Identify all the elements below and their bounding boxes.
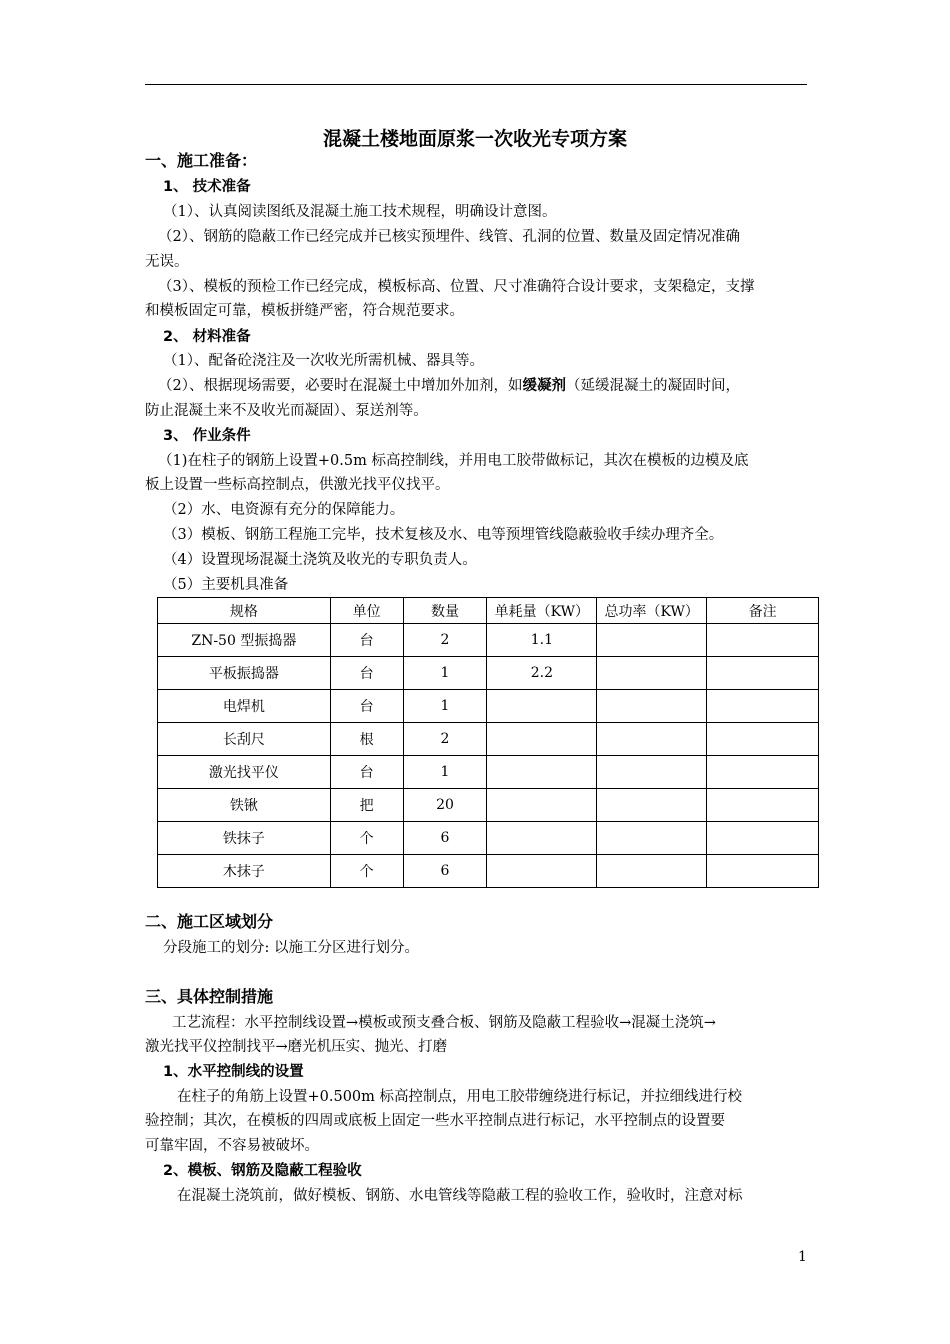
cell-unit: 根 [330,723,403,756]
cell-remarks [707,690,819,723]
work-line-1: （1)在柱子的钢筋上设置+0.5m 标高控制线，并用电工胶带做标记，其次在模板的边模及底 [158,453,749,469]
cell-qty: 2 [403,624,487,657]
cell-spec: ZN-50 型振捣器 [158,624,331,657]
work-line-2: 板上设置一些标高控制点，供激光找平仪找平。 [145,477,450,493]
material-line-2-rest: （延缓混凝土的凝固时间， [565,378,740,394]
cell-unit: 把 [330,789,403,822]
cell-spec: 长刮尺 [158,723,331,756]
cell-unit-power [487,789,597,822]
cell-qty: 1 [403,657,487,690]
work-line-5: （4）设置现场混凝土浇筑及收光的专职负责人。 [163,552,477,568]
level-control-line-2: 验控制；其次，在模板的四周或底板上固定一些水平控制点进行标记，水平控制点的设置要 [145,1113,725,1129]
cell-total-power [597,789,707,822]
page-number: 1 [798,1249,807,1265]
cell-total-power [597,822,707,855]
header-rule [145,84,807,85]
cell-qty: 6 [403,855,487,888]
work-conditions-heading: 3、 作业条件 [163,428,251,444]
cell-spec: 电焊机 [158,690,331,723]
cell-total-power [597,756,707,789]
document-title: 混凝土楼地面原浆一次收光专项方案 [322,128,627,150]
level-control-line-3: 可靠牢固，不容易被破坏。 [145,1138,319,1154]
col-qty-header: 数量 [403,598,487,624]
work-line-3: （2）水、电资源有充分的保障能力。 [163,502,405,518]
cell-unit: 台 [330,657,403,690]
cell-spec: 木抹子 [158,855,331,888]
cell-spec: 激光找平仪 [158,756,331,789]
cell-remarks [707,756,819,789]
col-unit-power-header: 单耗量（KW） [487,598,597,624]
equipment-table [157,597,819,888]
section-2-text: 分段施工的划分: 以施工分区进行划分。 [163,940,419,956]
table-row [158,822,819,855]
col-spec-header: 规格 [158,598,331,624]
section-2-heading: 二、施工区域划分 [145,912,274,931]
cell-qty: 2 [403,723,487,756]
tech-line-1: （1）、认真阅读图纸及混凝土施工技术规程，明确设计意图。 [163,204,557,220]
cell-unit: 台 [330,690,403,723]
cell-spec: 铁锹 [158,789,331,822]
work-line-6: （5）主要机具准备 [163,577,289,593]
cell-remarks [707,657,819,690]
material-prep-heading: 2、 材料准备 [163,329,251,345]
cell-remarks [707,624,819,657]
cell-qty: 1 [403,756,487,789]
section-1-heading: 一、施工准备： [145,151,258,170]
retarder-term: 缓凝剂 [522,377,566,394]
table-row [158,657,819,690]
cell-total-power [597,657,707,690]
cell-total-power [597,723,707,756]
col-unit-header: 单位 [330,598,403,624]
tech-line-3: 无误。 [145,254,189,270]
tech-prep-heading: 1、 技术准备 [163,179,251,195]
material-line-2-text: （2）、根据现场需要，必要时在混凝土中增加外加剂，如 [158,378,523,394]
inspection-heading: 2、模板、钢筋及隐蔽工程验收 [163,1163,362,1179]
cell-unit-power: 1.1 [487,624,597,657]
process-flow-line-2: 激光找平仪控制找平→磨光机压实、抛光、打磨 [145,1039,448,1055]
cell-unit-power [487,690,597,723]
cell-unit: 台 [330,756,403,789]
table-row [158,690,819,723]
material-line-3: 防止混凝土来不及收光而凝固）、泵送剂等。 [145,403,428,419]
level-control-heading: 1、水平控制线的设置 [163,1064,304,1080]
cell-unit-power [487,822,597,855]
material-line-2 [158,375,740,397]
tech-line-2: （2）、钢筋的隐蔽工作已经完成并已核实预埋件、线管、孔洞的位置、数量及固定情况准确 [158,229,740,245]
cell-unit: 台 [330,624,403,657]
table-row [158,789,819,822]
cell-remarks [707,723,819,756]
table-row [158,723,819,756]
table-row [158,855,819,888]
cell-qty: 1 [403,690,487,723]
cell-unit-power: 2.2 [487,657,597,690]
cell-total-power [597,690,707,723]
cell-unit: 个 [330,855,403,888]
cell-spec: 平板振捣器 [158,657,331,690]
cell-qty: 6 [403,822,487,855]
material-line-1: （1）、配备砼浇注及一次收光所需机械、器具等。 [163,353,484,369]
cell-unit-power [487,855,597,888]
table-row [158,624,819,657]
col-total-power-header: 总功率（KW） [597,598,707,624]
table-row [158,756,819,789]
level-control-line-1: 在柱子的角筋上设置+0.500m 标高控制点，用电工胶带缠绕进行标记，并拉细线进行校 [177,1089,743,1105]
process-flow-line-1: 工艺流程：水平控制线设置→模板或预支叠合板、钢筋及隐蔽工程验收→混凝土浇筑→ [172,1015,716,1031]
cell-unit-power [487,723,597,756]
section-3-heading: 三、具体控制措施 [145,987,274,1006]
work-line-4: （3）模板、钢筋工程施工完毕，技术复核及水、电等预埋管线隐蔽验收手续办理齐全。 [163,527,724,543]
cell-spec: 铁抹子 [158,822,331,855]
tech-line-4: （3）、模板的预检工作已经完成，模板标高、位置、尺寸准确符合设计要求，支架稳定，支撑 [158,279,755,295]
cell-remarks [707,789,819,822]
inspection-line-1: 在混凝土浇筑前，做好模板、钢筋、水电管线等隐蔽工程的验收工作，验收时，注意对标 [177,1188,743,1204]
cell-qty: 20 [403,789,487,822]
cell-remarks [707,822,819,855]
col-remarks-header: 备注 [707,598,819,624]
tech-line-5: 和模板固定可靠，模板拼缝严密，符合规范要求。 [145,303,464,319]
cell-total-power [597,855,707,888]
cell-unit-power [487,756,597,789]
cell-unit: 个 [330,822,403,855]
cell-total-power [597,624,707,657]
table-header-row [158,598,819,624]
cell-remarks [707,855,819,888]
